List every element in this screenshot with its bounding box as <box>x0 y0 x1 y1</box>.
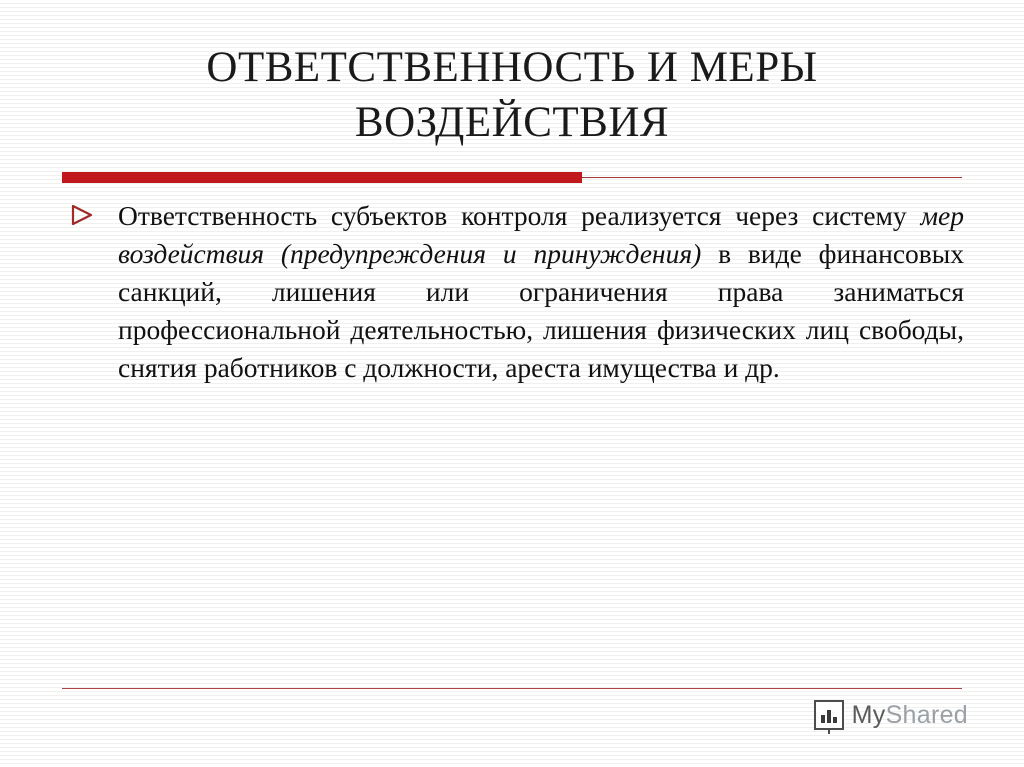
presentation-chart-icon <box>814 700 844 730</box>
title-line-1: ОТВЕТСТВЕННОСТЬ И МЕРЫ <box>206 44 818 91</box>
title-line-2: ВОЗДЕЙСТВИЯ <box>354 99 670 147</box>
footer-divider <box>62 688 962 689</box>
logo-word-shared: Shared <box>885 700 968 729</box>
myshared-logo <box>814 700 968 730</box>
logo-bar-2 <box>827 710 831 723</box>
bullet-segment-1: Ответственность субъектов контроля реализуется через систему <box>118 200 921 231</box>
logo-bar-3 <box>833 717 837 723</box>
body-content <box>62 197 964 387</box>
list-item <box>62 197 964 387</box>
title-divider-accent-bar <box>62 172 582 183</box>
bullet-segment-2-italic: мер воздействия (предупреждения и принуждения) <box>118 200 964 269</box>
arrow-bullet-icon <box>62 197 118 227</box>
logo-wordmark <box>852 701 968 730</box>
logo-word-my: My <box>851 700 886 729</box>
title-divider <box>62 170 962 184</box>
bullet-segment-3: в виде финансовых санкций, лишения или ограничения права заниматься профессиональной деятельностью, лишения физических лиц свободы, снятия работников с должности, ареста имущества и др. <box>118 237 964 383</box>
page-title <box>60 40 964 150</box>
logo-bar-1 <box>821 715 825 723</box>
logo-stand <box>828 728 830 734</box>
bullet-paragraph <box>118 197 964 387</box>
